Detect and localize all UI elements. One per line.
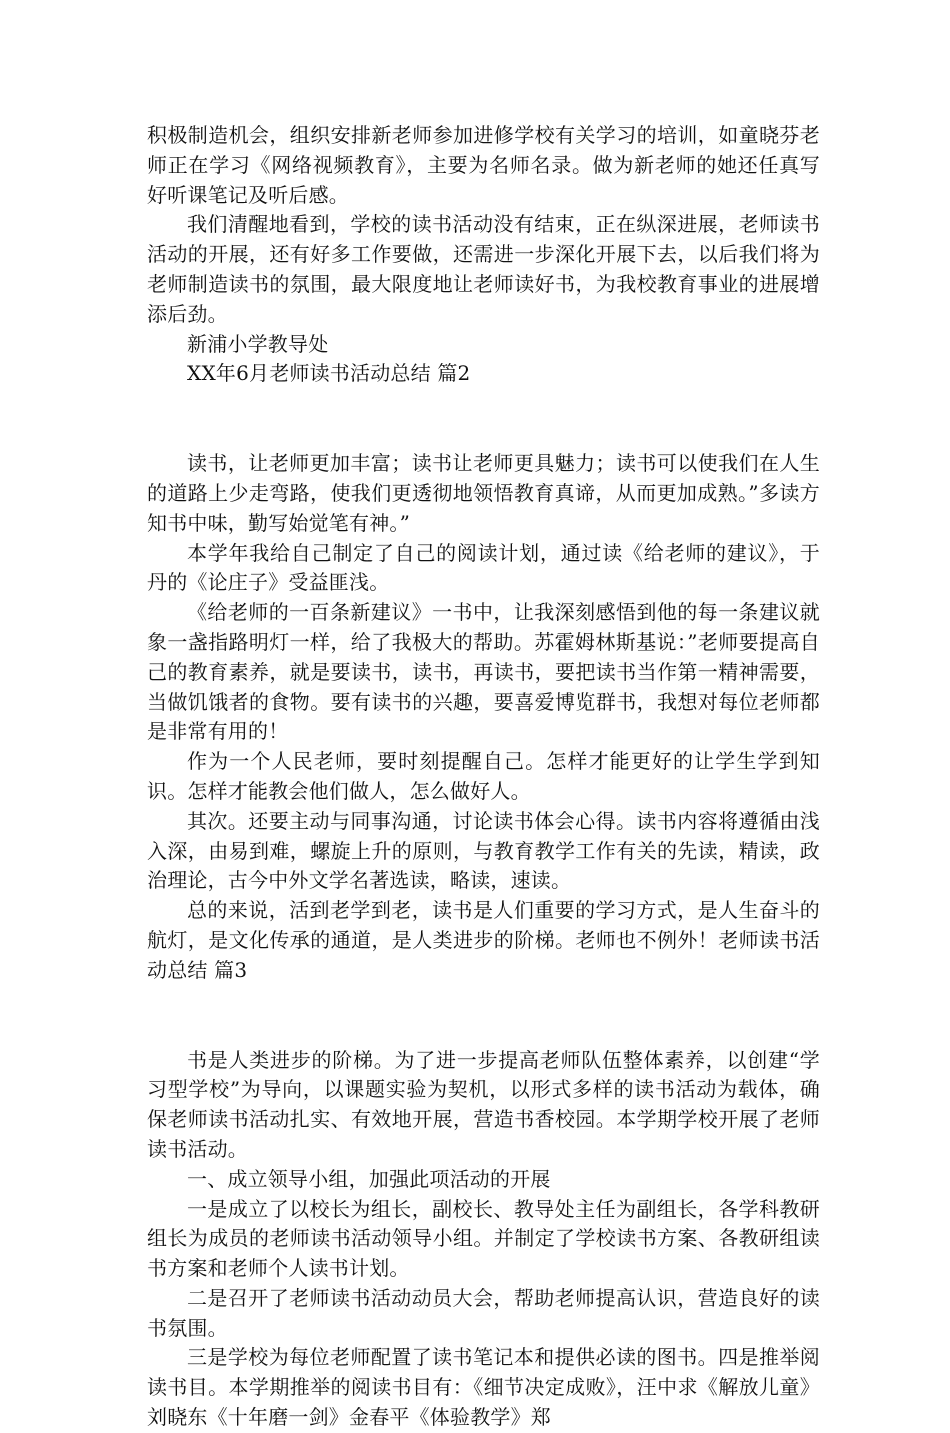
paragraph: 积极制造机会，组织安排新老师参加进修学校有关学习的培训，如童晓芬老师正在学习《网络视频教育》，主要为名师名录。做为新老师的她还任真写好听课笔记及听后感。 xyxy=(147,123,820,207)
paragraph: 读书，让老师更加丰富；读书让老师更具魅力；读书可以使我们在人生的道路上少走弯路，使我们更透彻地领悟教育真谛，从而更加成熟。”多读方知书中味，勤写始觉笔有神。” xyxy=(147,451,820,535)
paragraph: 书是人类进步的阶梯。为了进一步提高老师队伍整体素养，以创建“学习型学校”为导向，以课题实验为契机，以形式多样的读书活动为载体，确保老师读书活动扎实、有效地开展，营造书香校园。本学期学校开展了老师读书活动。 xyxy=(147,1047,820,1161)
paragraph: 本学年我给自己制定了自己的阅读计划，通过读《给老师的建议》，于丹的《论庄子》受益匪浅。 xyxy=(147,540,820,595)
paragraph: 三是学校为每位老师配置了读书笔记本和提供必读的图书。四是推举阅读书目。本学期推举的阅读书目有：《细节决定成败》，汪中求《解放儿童》刘晓东《十年磨一剑》金春平《体验教学》郑 xyxy=(147,1345,820,1430)
paragraph: 其次。还要主动与同事沟通，讨论读书体会心得。读书内容将遵循由浅入深，由易到难，螺旋上升的原则，与教育教学工作有关的先读，精读，政治理论，古今中外文学名著选读，略读，速读。 xyxy=(147,808,820,893)
blank-gap xyxy=(147,389,820,449)
signature-line: 新浦小学教导处 xyxy=(187,331,329,356)
paragraph: 作为一个人民老师，要时刻提醒自己。怎样才能更好的让学生学到知识。怎样才能教会他们做人，怎么做好人。 xyxy=(147,749,820,803)
section-heading: XX年6月老师读书活动总结 篇2 xyxy=(187,361,471,386)
paragraph: 我们清醒地看到，学校的读书活动没有结束，正在纵深进展，老师读书活动的开展，还有好多工作要做，还需进一步深化开展下去，以后我们将为老师制造读书的氛围，最大限度地让老师读好书，为我校教育事业的进展增添后劲。 xyxy=(147,212,820,326)
paragraph: 二是召开了老师读书活动动员大会，帮助老师提高认识，营造良好的读书氛围。 xyxy=(147,1285,820,1340)
paragraph: 总的来说，活到老学到老，读书是人们重要的学习方式，是人生奋斗的航灯，是文化传承的通道，是人类进步的阶梯。老师也不例外！老师读书活动总结 篇3 xyxy=(147,898,820,982)
section-heading: 一、成立领导小组，加强此项活动的开展 xyxy=(187,1166,551,1191)
paragraph: 一是成立了以校长为组长，副校长、教导处主任为副组长，各学科教研组长为成员的老师读书活动领导小组。并制定了学校读书方案、各教研组读书方案和老师个人读书计划。 xyxy=(147,1196,820,1281)
blank-gap xyxy=(147,986,820,1046)
paragraph: 《给老师的一百条新建议》一书中，让我深刻感悟到他的每一条建议就象一盏指路明灯一样，给了我极大的帮助。苏霍姆林斯基说：”老师要提高自己的教育素养，就是要读书，读书，再读书，要把读书当作第一精神需要，当做饥饿者的食物。要有读书的兴趣，要喜爱博览群书，我想对每位老师都是非常有用的！ xyxy=(147,600,820,744)
